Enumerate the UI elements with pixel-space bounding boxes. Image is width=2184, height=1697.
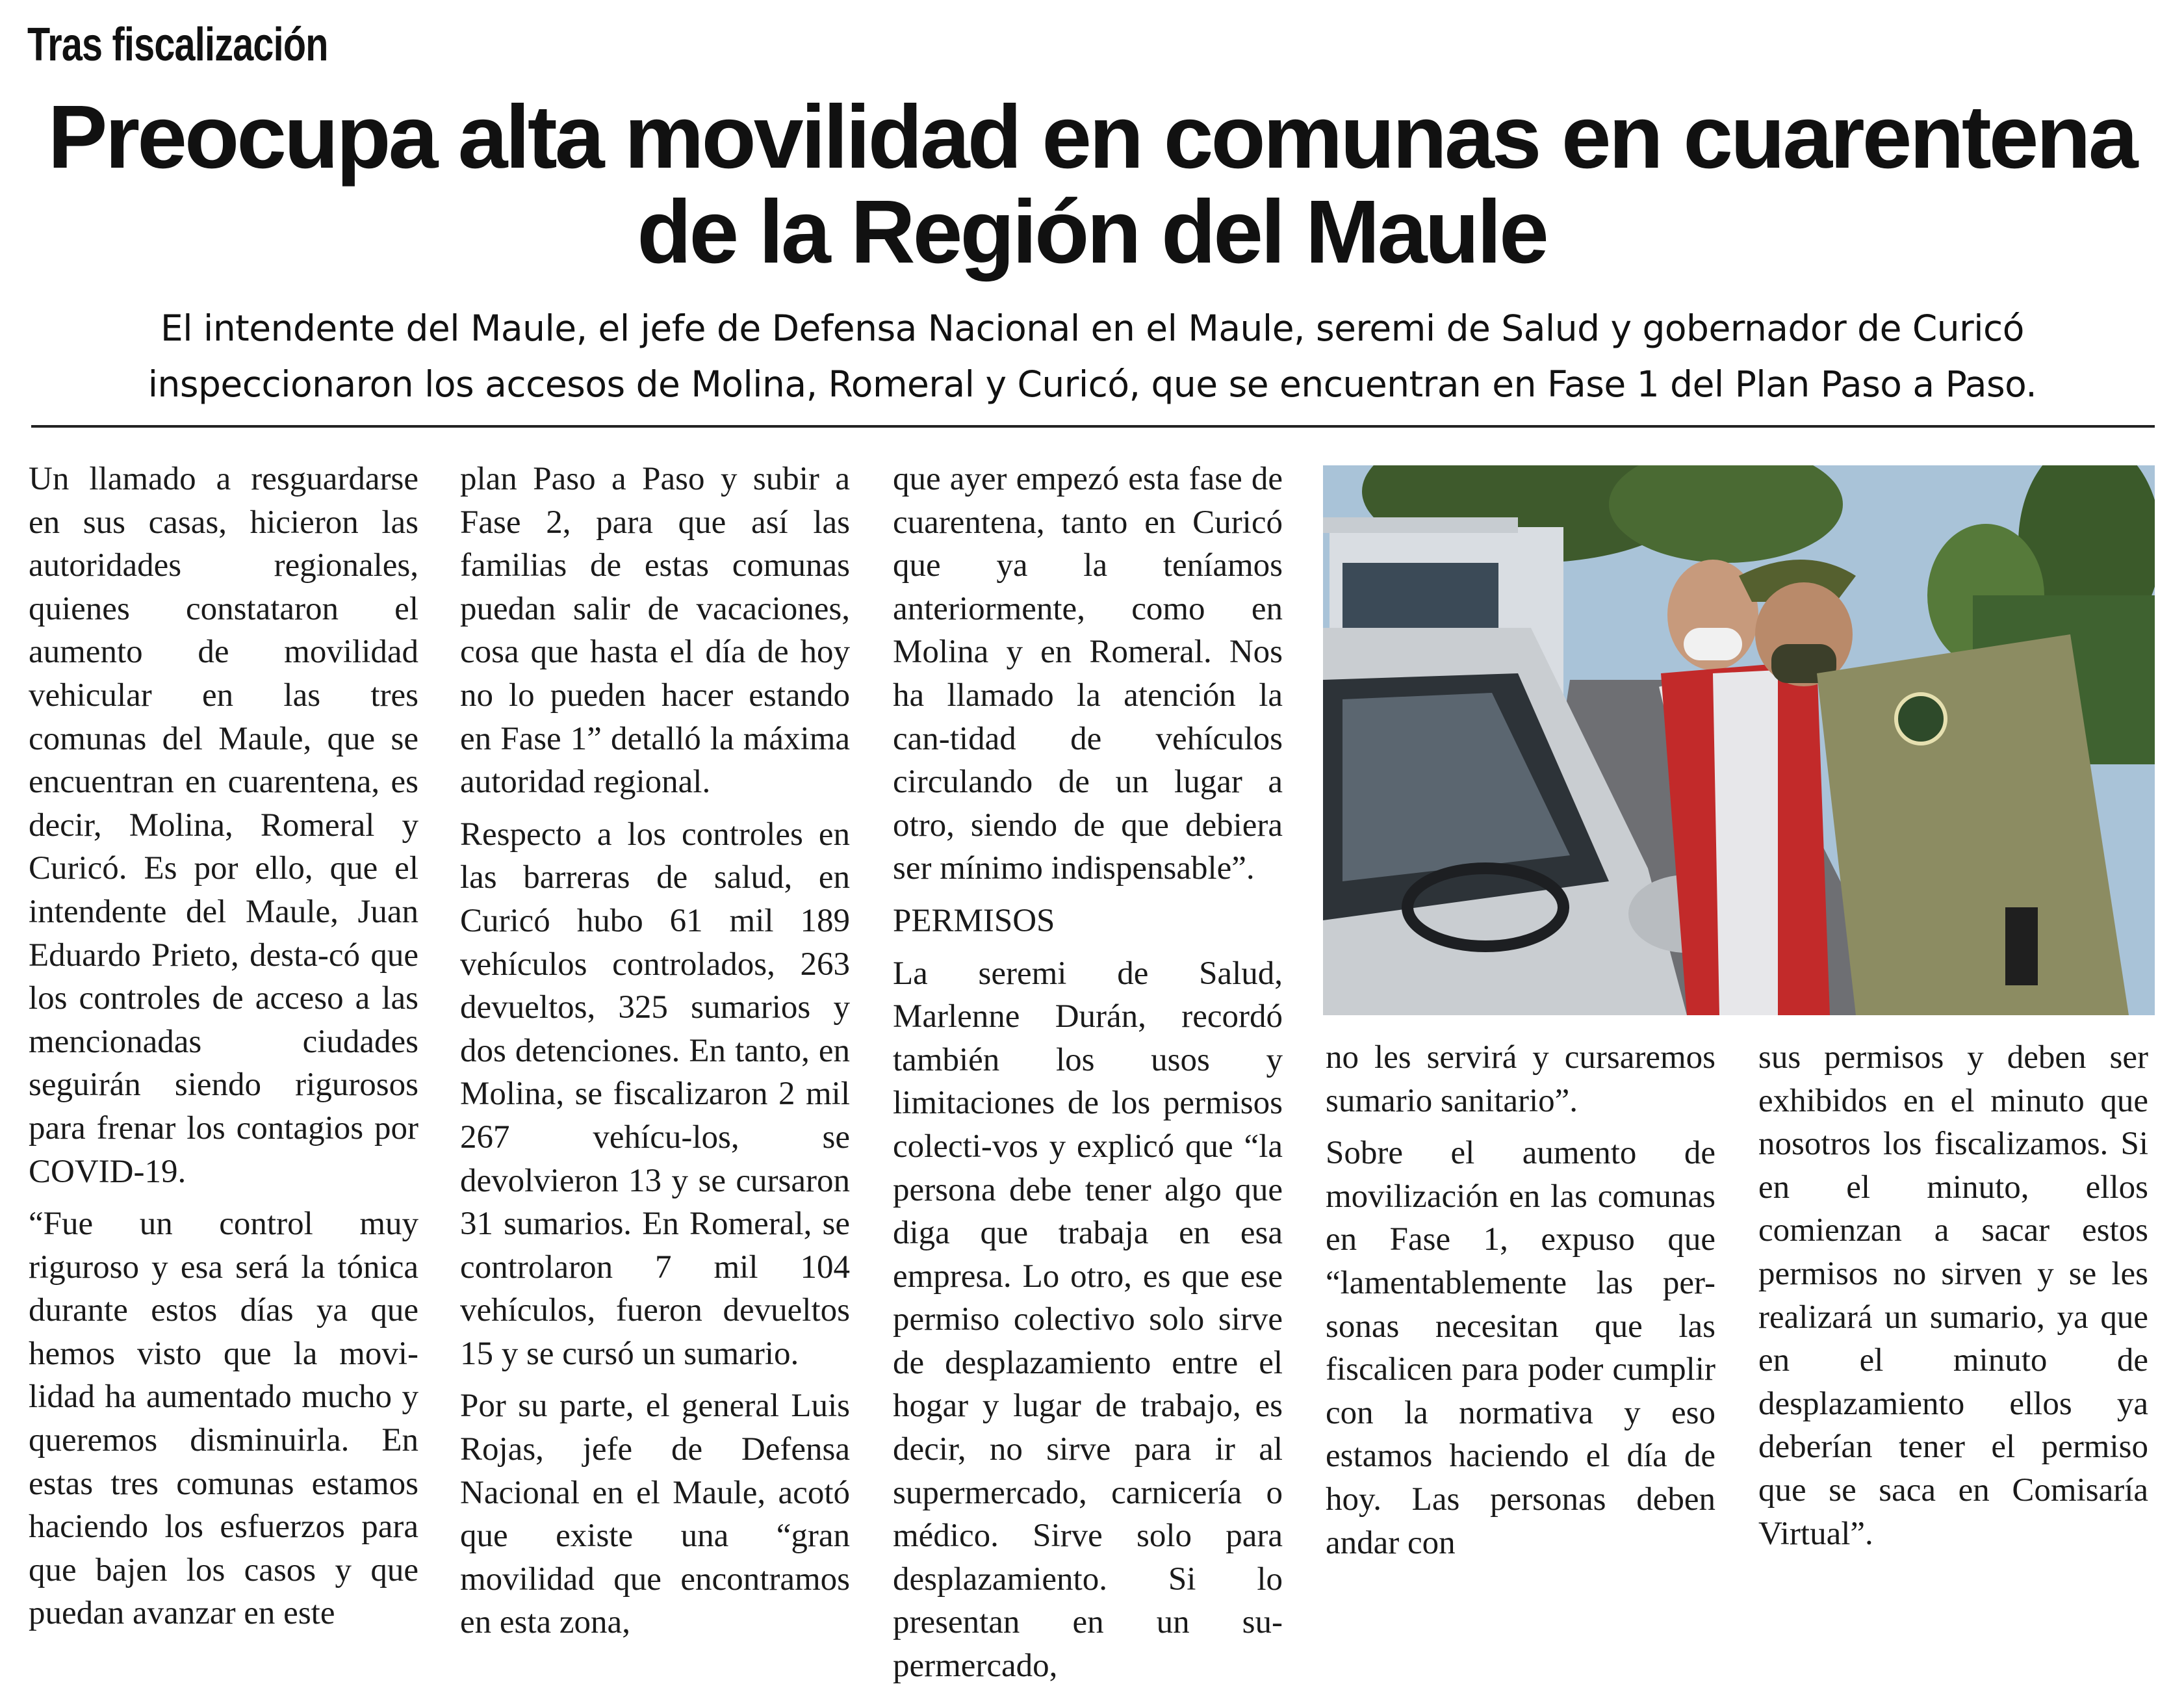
article-headline: Preocupa alta movilidad en comunas en cuarentena de la Región del Maule [47, 87, 2136, 282]
paragraph: “Fue un control muy riguroso y esa será la tónica durante estos días ya que hemos visto que la movi-lidad ha aumentado mucho y queremos disminuirla. En estas tres comunas estamos haciendo los esfuerzos para que bajen los casos y que puedan avanzar en este [29, 1206, 418, 1632]
paragraph: plan Paso a Paso y subir a Fase 2, para que así las familias de estas comunas puedan salir de vacaciones, cosa que hasta el día de hoy no lo pueden hacer estando en Fase 1” detalló la máxima autoridad regional. [460, 461, 850, 801]
paragraph: La seremi de Salud, Marlenne Durán, recordó también los usos y limitaciones de los permisos colecti-vos y explicó que “la persona debe tener algo que diga que trabaja en esa empresa. Lo otro, es que ese permiso colectivo solo sirve de desplazamiento entre el hogar y lugar de trabajo, es decir, no sirve para ir al supermercado, carnicería o médico. Sirve solo para desplazamiento. Si lo presentan en un su-permercado, [893, 955, 1283, 1685]
article-kicker: Tras fiscalización [27, 19, 328, 71]
body-column-3 [893, 458, 1283, 1697]
article-deck: El intendente del Maule, el jefe de Defensa Nacional en el Maule, seremi de Salud y gobernador de Curicó inspeccionaron los accesos de Molina, Romeral y Curicó, que se encuentran en Fase 1 del Plan Paso a Paso. [148, 307, 2037, 405]
paragraph: que ayer empezó esta fase de cuarentena, tanto en Curicó que ya la teníamos anteriormente, como en Molina y en Romeral. Nos ha llamado la atención la can-tidad de vehículos circulando de un lugar a otro, siendo de que debiera ser mínimo indispensable”. [893, 461, 1283, 887]
body-column-2 [460, 458, 850, 1653]
paragraph: Un llamado a resguardarse en sus casas, hicieron las autoridades regionales, quienes constataron el aumento de movilidad vehicular en las tres comunas del Maule, que se encuentran en cuarentena, es decir, Molina, Romeral y Curicó. Es por ello, que el intendente del Maule, Juan Eduardo Prieto, desta-có que los controles de acceso a las mencionadas ciudades seguirán siendo rigurosos para frenar los contagios por COVID-19. [29, 461, 418, 1190]
body-column-5 [1758, 1036, 2148, 1564]
article-photo [1323, 465, 2155, 1015]
headline-divider [31, 425, 2155, 428]
section-subheading: PERMISOS [893, 902, 1055, 939]
paragraph: Respecto a los controles en las barreras de salud, en Curicó hubo 61 mil 189 vehículos controlados, 263 devueltos, 325 sumarios y dos detenciones. En tanto, en Molina, se fiscalizaron 2 mil 267 vehícu-los, se devolvieron 13 y se cursaron 31 sumarios. En Romeral, se controlaron 7 mil 104 vehículos, fueron devueltos 15 y se cursó un sumario. [460, 816, 850, 1372]
photo-illustration [1323, 465, 2155, 1015]
body-column-1 [29, 458, 418, 1644]
paragraph: Por su parte, el general Luis Rojas, jefe de Defensa Nacional en el Maule, acotó que existe una “gran movilidad que encontramos en esta zona, [460, 1388, 850, 1641]
body-column-4 [1326, 1036, 1715, 1574]
paragraph: Sobre el aumento de movilización en las comunas en Fase 1, expuso que “lamentablemente las per-sonas necesitan que las fiscalicen para poder cumplir con la normativa y eso estamos haciendo el día de hoy. Las personas deben andar con [1326, 1135, 1715, 1561]
paragraph: no les servirá y cursaremos sumario sanitario”. [1326, 1039, 1715, 1119]
paragraph: sus permisos y deben ser exhibidos en el minuto que nosotros los fiscalizamos. Si en el minuto, ellos comienzan a sacar estos permisos no sirven y se les realizará un sumario, ya que en el minuto de desplazamiento ellos ya deberían tener el permiso que se saca en Comisaría Virtual”. [1758, 1039, 2148, 1552]
